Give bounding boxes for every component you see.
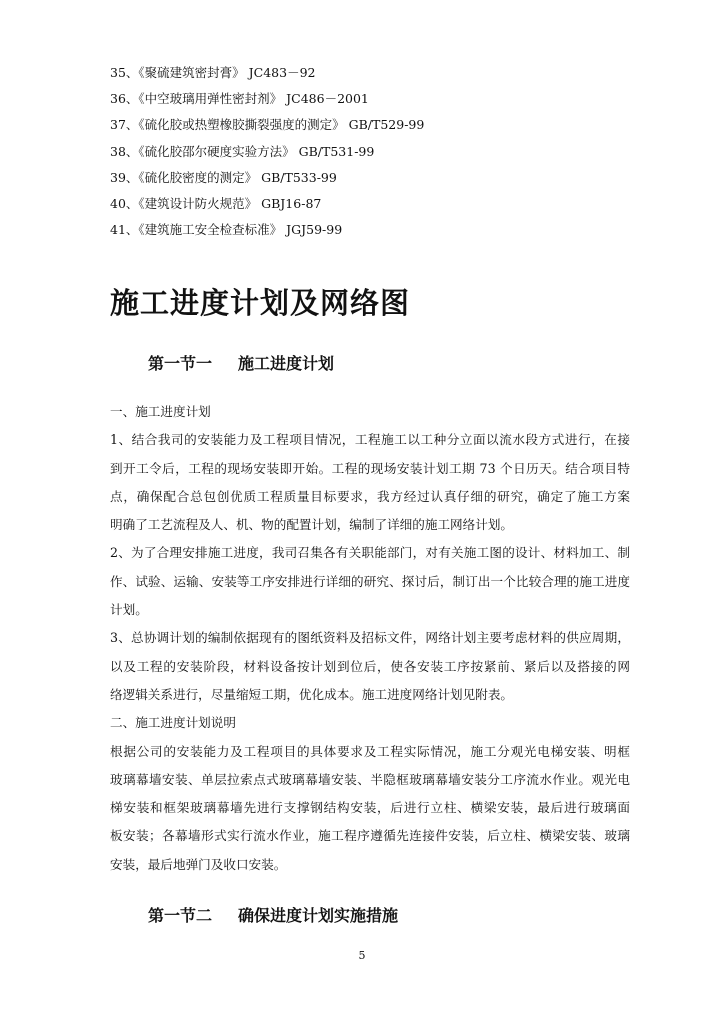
paragraph-line: 板安装；各幕墙形式实行流水作业，施工程序遵循先连接件安装，后立柱、横梁安装、玻璃	[110, 828, 630, 844]
paragraph-line: 2、为了合理安排施工进度，我司召集各有关职能部门，对有关施工图的设计、材料加工、制	[110, 545, 630, 561]
subheading: 二、施工进度计划说明	[110, 715, 236, 731]
section-heading-1	[148, 352, 334, 376]
reference-item: 35、《聚硫建筑密封膏》 JC483－92	[110, 65, 316, 80]
paragraph-line: 作、试验、运输、安装等工序安排进行详细的研究、探讨后，制订出一个比较合理的施工进度	[110, 573, 630, 589]
section-number: 第一节一	[148, 354, 213, 373]
paragraph-line: 根据公司的安装能力及工程项目的具体要求及工程实际情况，施工分观光电梯安装、明框	[110, 743, 630, 759]
reference-item: 36、《中空玻璃用弹性密封剂》 JC486－2001	[110, 91, 369, 107]
page-number: 5	[358, 949, 366, 962]
paragraph-line: 以及工程的安装阶段，材料设备按计划到位后，使各安装工序按紧前、紧后以及搭接的网	[110, 658, 630, 674]
reference-item: 40、《建筑设计防火规范》 GBJ16-87	[110, 195, 322, 211]
paragraph-line: 明确了工艺流程及人、机、物的配置计划，编制了详细的施工网络计划。	[110, 517, 513, 533]
paragraph-line: 点，确保配合总包创优质工程质量目标要求，我方经过认真仔细的研究，确定了施工方案	[110, 488, 630, 504]
paragraph-line: 3、总协调计划的编制依据现有的图纸资料及招标文件，网络计划主要考虑材料的供应周期，	[110, 630, 630, 646]
paragraph-line: 梯安装和框架玻璃幕墙先进行支撑钢结构安装，后进行立柱、横梁安装，最后进行玻璃面	[110, 800, 630, 816]
chapter-title: 施工进度计划及网络图	[110, 286, 411, 320]
reference-item: 37、《硫化胶或热塑橡胶撕裂强度的测定》 GB/T529-99	[110, 117, 425, 133]
paragraph-line: 络逻辑关系进行，尽量缩短工期，优化成本。施工进度网络计划见附表。	[110, 686, 513, 702]
section-title-text: 确保进度计划实施措施	[238, 906, 399, 925]
section-number: 第一节二	[148, 906, 213, 925]
section-title-text: 施工进度计划	[238, 354, 335, 373]
section-heading-2	[148, 904, 398, 928]
reference-item: 41、《建筑施工安全检查标准》 JGJ59-99	[110, 222, 343, 238]
paragraph-line: 到开工令后，工程的现场安装即开始。工程的现场安装计划工期 73 个日历天。结合项目特	[110, 460, 630, 476]
subheading: 一、施工进度计划	[110, 404, 211, 419]
reference-item: 38、《硫化胶邵尔硬度实验方法》 GB/T531-99	[110, 143, 375, 159]
paragraph-line: 玻璃幕墙安装、单层拉索点式玻璃幕墙安装、半隐框玻璃幕墙安装分工序流水作业。观光电	[110, 771, 630, 787]
paragraph-line: 计划。	[110, 602, 148, 618]
paragraph-line: 1、结合我司的安装能力及工程项目情况，工程施工以工种分立面以流水段方式进行，在接	[110, 432, 630, 448]
reference-list	[110, 60, 424, 243]
paragraph-line: 安装，最后地弹门及收口安装。	[110, 856, 287, 872]
reference-item: 39、《硫化胶密度的测定》 GB/T533-99	[110, 169, 337, 185]
body-text	[110, 398, 630, 879]
